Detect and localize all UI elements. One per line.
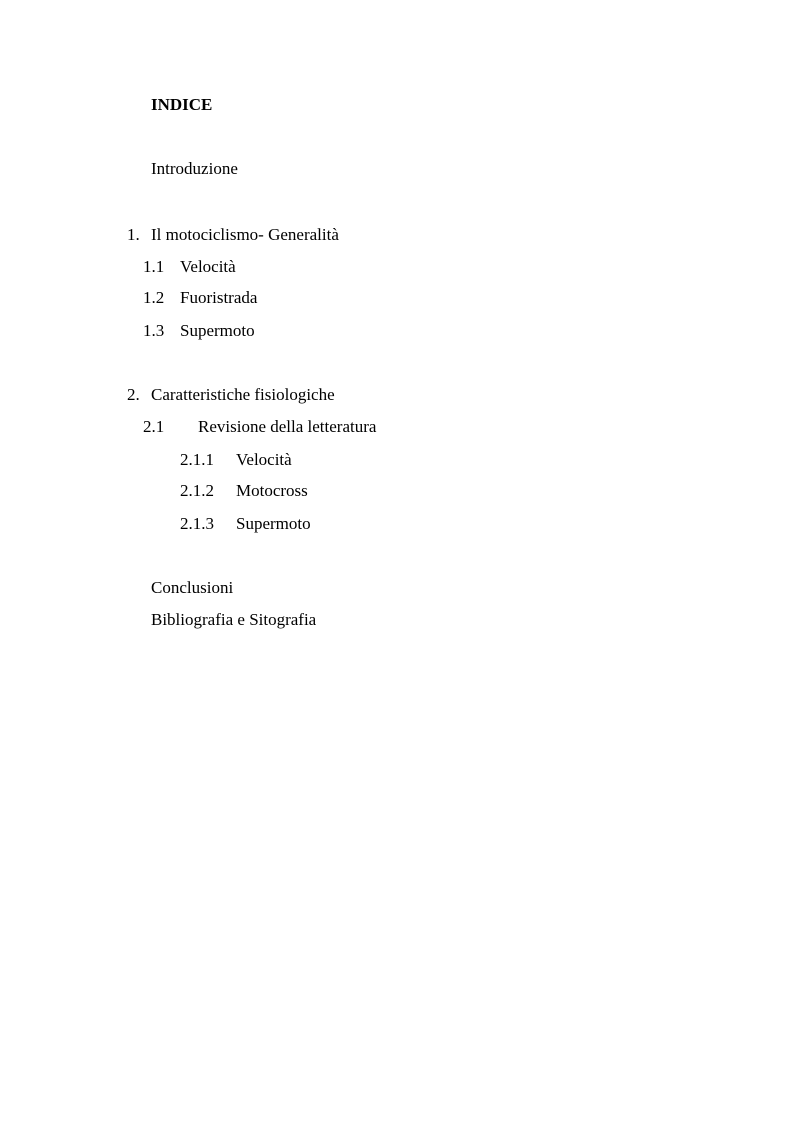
section-title: Velocità xyxy=(180,257,236,276)
chapter-number: 1. xyxy=(127,225,140,244)
toc-entry-intro: Introduzione xyxy=(151,159,238,178)
section-number: 1.2 xyxy=(143,288,165,307)
subsection-title: Supermoto xyxy=(236,514,311,533)
subsection-number: 2.1.3 xyxy=(180,514,214,533)
chapter-title: Il motociclismo- Generalità xyxy=(151,225,339,244)
section-number: 2.1 xyxy=(143,417,165,436)
chapter-number: 2. xyxy=(127,385,140,404)
toc-entry-conclusions: Conclusioni xyxy=(151,578,234,597)
subsection-title: Velocità xyxy=(236,450,292,469)
section-number: 1.1 xyxy=(143,257,165,276)
subsection-title: Motocross xyxy=(236,481,308,500)
section-title: Revisione della letteratura xyxy=(198,417,377,436)
toc-entry-bibliography: Bibliografia e Sitografia xyxy=(151,610,317,629)
chapter-title: Caratteristiche fisiologiche xyxy=(151,385,335,404)
subsection-number: 2.1.1 xyxy=(180,450,214,469)
section-number: 1.3 xyxy=(143,321,165,340)
toc-title: INDICE xyxy=(151,95,213,114)
section-title: Fuoristrada xyxy=(180,288,258,307)
subsection-number: 2.1.2 xyxy=(180,481,214,500)
section-title: Supermoto xyxy=(180,321,255,340)
